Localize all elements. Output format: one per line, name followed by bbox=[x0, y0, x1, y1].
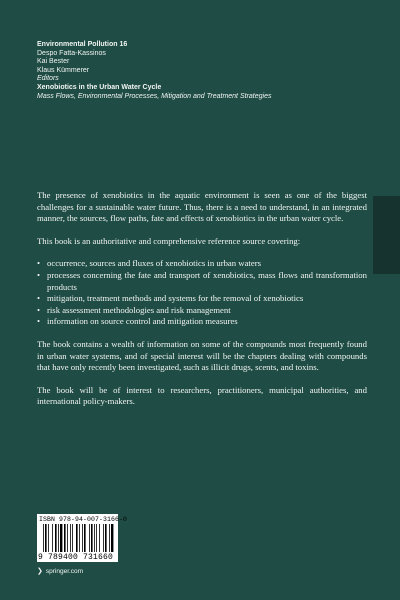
barcode-bar bbox=[84, 524, 86, 552]
barcode-bar bbox=[89, 524, 90, 552]
editors-label: Editors bbox=[37, 75, 59, 83]
barcode-bar bbox=[91, 524, 93, 552]
arrow-icon: ❯ bbox=[37, 568, 43, 575]
barcode-bar bbox=[99, 524, 100, 552]
barcode-bar bbox=[105, 524, 107, 552]
bullet-icon: • bbox=[37, 293, 41, 304]
editor-name: Klaus Kümmerer bbox=[37, 66, 90, 74]
barcode-bar bbox=[72, 524, 73, 552]
list-item bbox=[37, 316, 367, 328]
list-item bbox=[37, 293, 367, 305]
editor-name: Kai Bester bbox=[37, 58, 70, 66]
description bbox=[37, 190, 367, 419]
publisher-url: springer.com bbox=[45, 567, 84, 575]
list-item-text: occurrence, sources and fluxes of xenobiotics in urban waters bbox=[47, 258, 261, 269]
list-item bbox=[37, 305, 367, 317]
barcode-icon bbox=[43, 524, 115, 552]
paragraph-intro: The presence of xenobiotics in the aquatic environment is seen as one of the biggest challenges for a sustainable water future. Thus, there is a need to understand, in an integrated manner, the sources, flow paths, fate and effects of xenobiotics in the urban water cycle. bbox=[37, 190, 367, 224]
barcode-bar bbox=[94, 524, 95, 552]
barcode-bar bbox=[70, 524, 71, 552]
bullet-icon: • bbox=[37, 316, 41, 327]
barcode-bar bbox=[58, 524, 59, 552]
barcode-bar bbox=[60, 524, 62, 552]
barcode-digits: 9 789400 731660 bbox=[38, 553, 114, 562]
paragraph-audience: The book will be of interest to researchers, practitioners, municipal authorities, and international policy-makers. bbox=[37, 384, 367, 407]
side-tab bbox=[373, 196, 400, 274]
list-item bbox=[37, 258, 367, 270]
list-item bbox=[37, 270, 367, 293]
series-title: Environmental Pollution 16 bbox=[37, 41, 128, 48]
bullet-icon: • bbox=[37, 304, 41, 315]
barcode-bar bbox=[109, 524, 110, 552]
barcode-bar bbox=[79, 524, 80, 552]
isbn-number: ISBN 978-94-007-3166-0 bbox=[39, 516, 128, 523]
barcode-bar bbox=[52, 524, 53, 552]
barcode-bar bbox=[96, 524, 97, 552]
topics-list bbox=[37, 258, 367, 328]
barcode-bar bbox=[64, 524, 66, 552]
barcode-bar bbox=[55, 524, 57, 552]
barcode-box bbox=[37, 514, 128, 562]
list-item-text: mitigation, treatment methods and systems for the removal of xenobiotics bbox=[47, 293, 304, 304]
book-header bbox=[37, 41, 367, 101]
bullet-icon: • bbox=[37, 269, 41, 280]
paragraph-contents: The book contains a wealth of information on some of the compounds most frequently found in urban water systems, and of special interest will be the chapters dealing with compounds that have only recently been investigated, such as illicit drugs, scents, and toxins. bbox=[37, 338, 367, 373]
barcode-bar bbox=[103, 524, 104, 552]
barcode-bar bbox=[43, 524, 44, 552]
barcode-bar bbox=[76, 524, 78, 552]
book-title: Xenobiotics in the Urban Water Cycle bbox=[37, 83, 162, 91]
list-item-text: processes concerning the fate and transport of xenobiotics, mass flows and transformation products bbox=[47, 269, 367, 292]
barcode-bar bbox=[48, 524, 49, 552]
editor-name: Despo Fatta-Kassinos bbox=[37, 49, 106, 57]
barcode-bar bbox=[82, 524, 83, 552]
paragraph-coverage: This book is an authoritative and comprehensive reference source covering: bbox=[37, 235, 301, 246]
list-item-text: risk assessment methodologies and risk management bbox=[47, 304, 231, 315]
book-subtitle: Mass Flows, Environmental Processes, Mitigation and Treatment Strategies bbox=[37, 92, 272, 100]
barcode-bar bbox=[45, 524, 47, 552]
barcode-bar bbox=[111, 524, 113, 552]
list-item-text: information on source control and mitigation measures bbox=[47, 316, 238, 327]
publisher-footer bbox=[37, 567, 83, 575]
barcode-bar bbox=[67, 524, 68, 552]
bullet-icon: • bbox=[37, 258, 41, 269]
